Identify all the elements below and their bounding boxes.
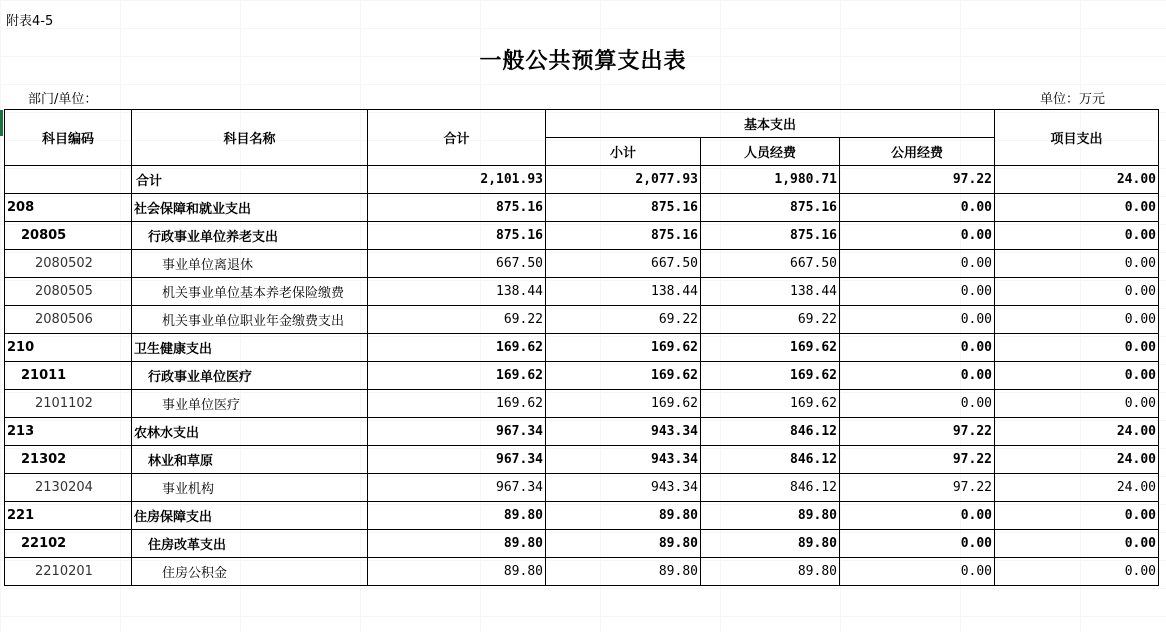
table-row[interactable]	[5, 502, 1159, 530]
project-cell[interactable]: 0.00	[995, 278, 1159, 306]
project-cell[interactable]: 0.00	[995, 558, 1159, 586]
name-cell[interactable]: 事业单位离退休	[132, 250, 368, 278]
table-row[interactable]	[5, 334, 1159, 362]
code-cell[interactable]: 221	[5, 502, 132, 530]
code-cell[interactable]: 2210201	[5, 558, 132, 586]
personnel-cell[interactable]: 875.16	[701, 222, 840, 250]
public-cell[interactable]: 0.00	[840, 222, 995, 250]
subtotal-cell[interactable]: 89.80	[546, 502, 701, 530]
table-row[interactable]	[5, 474, 1159, 502]
code-cell[interactable]: 2101102	[5, 390, 132, 418]
name-cell[interactable]: 林业和草原	[132, 446, 368, 474]
public-cell[interactable]: 97.22	[840, 446, 995, 474]
name-cell[interactable]: 住房公积金	[132, 558, 368, 586]
code-cell[interactable]: 22102	[5, 530, 132, 558]
code-cell[interactable]: 2080502	[5, 250, 132, 278]
table-row[interactable]	[5, 418, 1159, 446]
total-cell[interactable]: 967.34	[368, 474, 546, 502]
code-cell[interactable]: 21011	[5, 362, 132, 390]
name-cell[interactable]: 住房改革支出	[132, 530, 368, 558]
unit-label: 单位：万元	[1040, 92, 1106, 107]
header-name[interactable]: 科目名称	[132, 110, 368, 166]
project-cell[interactable]: 24.00	[995, 166, 1159, 194]
project-cell[interactable]: 0.00	[995, 502, 1159, 530]
name-cell[interactable]: 行政事业单位医疗	[132, 362, 368, 390]
table-row[interactable]	[5, 222, 1159, 250]
personnel-cell[interactable]: 89.80	[701, 558, 840, 586]
subtotal-cell[interactable]: 89.80	[546, 558, 701, 586]
table-body	[5, 166, 1159, 586]
total-cell[interactable]: 169.62	[368, 362, 546, 390]
project-cell[interactable]: 0.00	[995, 250, 1159, 278]
name-cell[interactable]: 合计	[132, 166, 368, 194]
header-subtotal[interactable]: 小计	[546, 138, 701, 166]
public-cell[interactable]: 0.00	[840, 278, 995, 306]
public-cell[interactable]: 0.00	[840, 530, 995, 558]
header-total[interactable]: 合计	[368, 110, 546, 166]
subtotal-cell[interactable]: 2,077.93	[546, 166, 701, 194]
table-row[interactable]	[5, 278, 1159, 306]
project-cell[interactable]: 24.00	[995, 474, 1159, 502]
total-cell[interactable]: 875.16	[368, 222, 546, 250]
personnel-cell[interactable]: 89.80	[701, 502, 840, 530]
total-cell[interactable]: 138.44	[368, 278, 546, 306]
project-cell[interactable]: 0.00	[995, 530, 1159, 558]
code-cell[interactable]: 2130204	[5, 474, 132, 502]
code-cell[interactable]: 213	[5, 418, 132, 446]
attachment-label: 附表4-5	[6, 14, 54, 29]
header-code[interactable]: 科目编码	[5, 110, 132, 166]
table-row[interactable]	[5, 250, 1159, 278]
personnel-cell[interactable]: 169.62	[701, 362, 840, 390]
public-cell[interactable]: 0.00	[840, 390, 995, 418]
code-cell[interactable]: 2080505	[5, 278, 132, 306]
table-row[interactable]	[5, 194, 1159, 222]
name-cell[interactable]: 社会保障和就业支出	[132, 194, 368, 222]
subtotal-cell[interactable]: 169.62	[546, 334, 701, 362]
public-cell[interactable]: 0.00	[840, 306, 995, 334]
table-row[interactable]	[5, 362, 1159, 390]
project-cell[interactable]: 0.00	[995, 306, 1159, 334]
subtotal-cell[interactable]: 875.16	[546, 194, 701, 222]
table-row[interactable]	[5, 166, 1159, 194]
personnel-cell[interactable]: 69.22	[701, 306, 840, 334]
name-cell[interactable]: 事业单位医疗	[132, 390, 368, 418]
code-cell[interactable]: 21302	[5, 446, 132, 474]
table-row[interactable]	[5, 446, 1159, 474]
subtotal-cell[interactable]: 875.16	[546, 222, 701, 250]
code-cell[interactable]: 2080506	[5, 306, 132, 334]
personnel-cell[interactable]: 846.12	[701, 446, 840, 474]
public-cell[interactable]: 0.00	[840, 558, 995, 586]
subtotal-cell[interactable]: 943.34	[546, 446, 701, 474]
code-cell[interactable]: 208	[5, 194, 132, 222]
budget-expenditure-table	[4, 109, 1159, 586]
subtotal-cell[interactable]: 169.62	[546, 390, 701, 418]
public-cell[interactable]: 97.22	[840, 474, 995, 502]
subtotal-cell[interactable]: 667.50	[546, 250, 701, 278]
total-cell[interactable]: 967.34	[368, 418, 546, 446]
personnel-cell[interactable]: 846.12	[701, 418, 840, 446]
personnel-cell[interactable]: 169.62	[701, 390, 840, 418]
total-cell[interactable]: 169.62	[368, 390, 546, 418]
public-cell[interactable]: 97.22	[840, 418, 995, 446]
subtotal-cell[interactable]: 169.62	[546, 362, 701, 390]
subtotal-cell[interactable]: 943.34	[546, 474, 701, 502]
department-label: 部门/单位：	[28, 92, 98, 107]
header-project[interactable]: 项目支出	[995, 110, 1159, 166]
subtotal-cell[interactable]: 69.22	[546, 306, 701, 334]
public-cell[interactable]: 97.22	[840, 166, 995, 194]
project-cell[interactable]: 0.00	[995, 222, 1159, 250]
name-cell[interactable]: 行政事业单位养老支出	[132, 222, 368, 250]
name-cell[interactable]: 机关事业单位基本养老保险缴费	[132, 278, 368, 306]
table-row[interactable]	[5, 558, 1159, 586]
name-cell[interactable]: 住房保障支出	[132, 502, 368, 530]
total-cell[interactable]: 667.50	[368, 250, 546, 278]
project-cell[interactable]: 0.00	[995, 390, 1159, 418]
total-cell[interactable]: 89.80	[368, 530, 546, 558]
table-row[interactable]	[5, 390, 1159, 418]
project-cell[interactable]: 24.00	[995, 418, 1159, 446]
project-cell[interactable]: 24.00	[995, 446, 1159, 474]
name-cell[interactable]: 卫生健康支出	[132, 334, 368, 362]
personnel-cell[interactable]: 875.16	[701, 194, 840, 222]
subtotal-cell[interactable]: 89.80	[546, 530, 701, 558]
total-cell[interactable]: 69.22	[368, 306, 546, 334]
project-cell[interactable]: 0.00	[995, 362, 1159, 390]
page-title: 一般公共预算支出表	[479, 49, 687, 74]
name-cell[interactable]: 农林水支出	[132, 418, 368, 446]
cell-selection-marker	[0, 110, 3, 136]
personnel-cell[interactable]: 138.44	[701, 278, 840, 306]
public-cell[interactable]: 0.00	[840, 362, 995, 390]
public-cell[interactable]: 0.00	[840, 502, 995, 530]
name-cell[interactable]: 机关事业单位职业年金缴费支出	[132, 306, 368, 334]
public-cell[interactable]: 0.00	[840, 334, 995, 362]
personnel-cell[interactable]: 667.50	[701, 250, 840, 278]
total-cell[interactable]: 2,101.93	[368, 166, 546, 194]
code-cell[interactable]: 20805	[5, 222, 132, 250]
total-cell[interactable]: 875.16	[368, 194, 546, 222]
header-public[interactable]: 公用经费	[840, 138, 995, 166]
project-cell[interactable]: 0.00	[995, 334, 1159, 362]
code-cell[interactable]: 210	[5, 334, 132, 362]
personnel-cell[interactable]: 89.80	[701, 530, 840, 558]
code-cell[interactable]	[5, 166, 132, 194]
subtotal-cell[interactable]: 943.34	[546, 418, 701, 446]
subtotal-cell[interactable]: 138.44	[546, 278, 701, 306]
total-cell[interactable]: 89.80	[368, 502, 546, 530]
personnel-cell[interactable]: 169.62	[701, 334, 840, 362]
table-row[interactable]	[5, 306, 1159, 334]
name-cell[interactable]: 事业机构	[132, 474, 368, 502]
public-cell[interactable]: 0.00	[840, 194, 995, 222]
header-personnel[interactable]: 人员经费	[701, 138, 840, 166]
project-cell[interactable]: 0.00	[995, 194, 1159, 222]
total-cell[interactable]: 169.62	[368, 334, 546, 362]
table-row[interactable]	[5, 530, 1159, 558]
personnel-cell[interactable]: 846.12	[701, 474, 840, 502]
public-cell[interactable]: 0.00	[840, 250, 995, 278]
header-basic[interactable]: 基本支出	[546, 110, 995, 138]
personnel-cell[interactable]: 1,980.71	[701, 166, 840, 194]
total-cell[interactable]: 89.80	[368, 558, 546, 586]
total-cell[interactable]: 967.34	[368, 446, 546, 474]
